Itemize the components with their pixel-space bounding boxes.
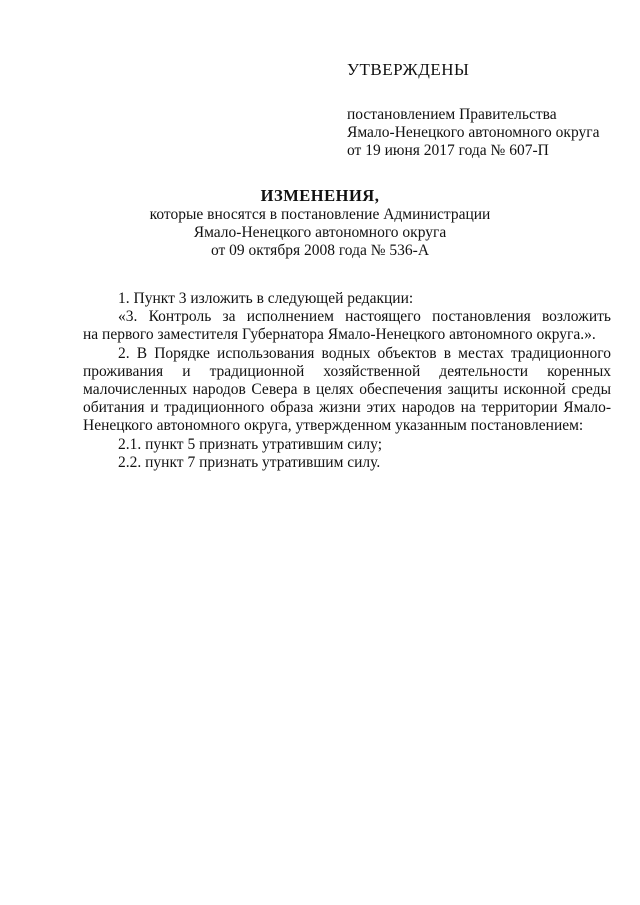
paragraph-4: 2.1. пункт 5 признать утратившим силу;: [118, 435, 383, 453]
paragraph-1: 1. Пункт 3 изложить в следующей редакции:: [118, 290, 414, 307]
paragraph-3-line-5: Ненецкого автономного округа, утвержденном указанным постановлением:: [83, 417, 584, 435]
paragraph-2: [83, 308, 611, 344]
approval-title: УТВЕРЖДЕНЫ: [347, 60, 470, 79]
paragraph-2-line-1: «3. Контроль за исполнением настоящего постановления возложить: [118, 308, 611, 326]
paragraph-3-line-1: 2. В Порядке использования водных объектов в местах традиционного: [118, 344, 611, 362]
document-body: [83, 290, 611, 472]
document-heading: [0, 186, 640, 260]
document-subtitle-line-2: Ямало-Ненецкого автономного округа: [193, 224, 447, 241]
paragraph-5: 2.2. пункт 7 признать утратившим силу.: [118, 453, 381, 471]
paragraph-3-line-2: проживания и традиционной хозяйственной деятельности коренных: [83, 362, 611, 380]
approval-line-1: постановлением Правительства: [347, 106, 557, 123]
document-title: ИЗМЕНЕНИЯ,: [260, 186, 380, 205]
paragraph-3-line-3: малочисленных народов Севера в целях обеспечения защиты исконной среды: [83, 381, 611, 399]
document-subtitle-line-1: которые вносятся в постановление Администрации: [149, 206, 491, 223]
paragraph-3-line-4: обитания и традиционного образа жизни этих народов на территории Ямало-: [83, 399, 611, 417]
paragraph-3: [83, 345, 611, 436]
document-subtitle-line-3: от 09 октября 2008 года № 536-А: [210, 242, 430, 259]
paragraph-2-line-2: на первого заместителя Губернатора Ямало-Ненецкого автономного округа.».: [83, 326, 596, 344]
approval-block: [347, 60, 617, 160]
approval-line-2: Ямало-Ненецкого автономного округа: [347, 124, 600, 141]
approval-line-3: от 19 июня 2017 года № 607-П: [347, 142, 549, 159]
